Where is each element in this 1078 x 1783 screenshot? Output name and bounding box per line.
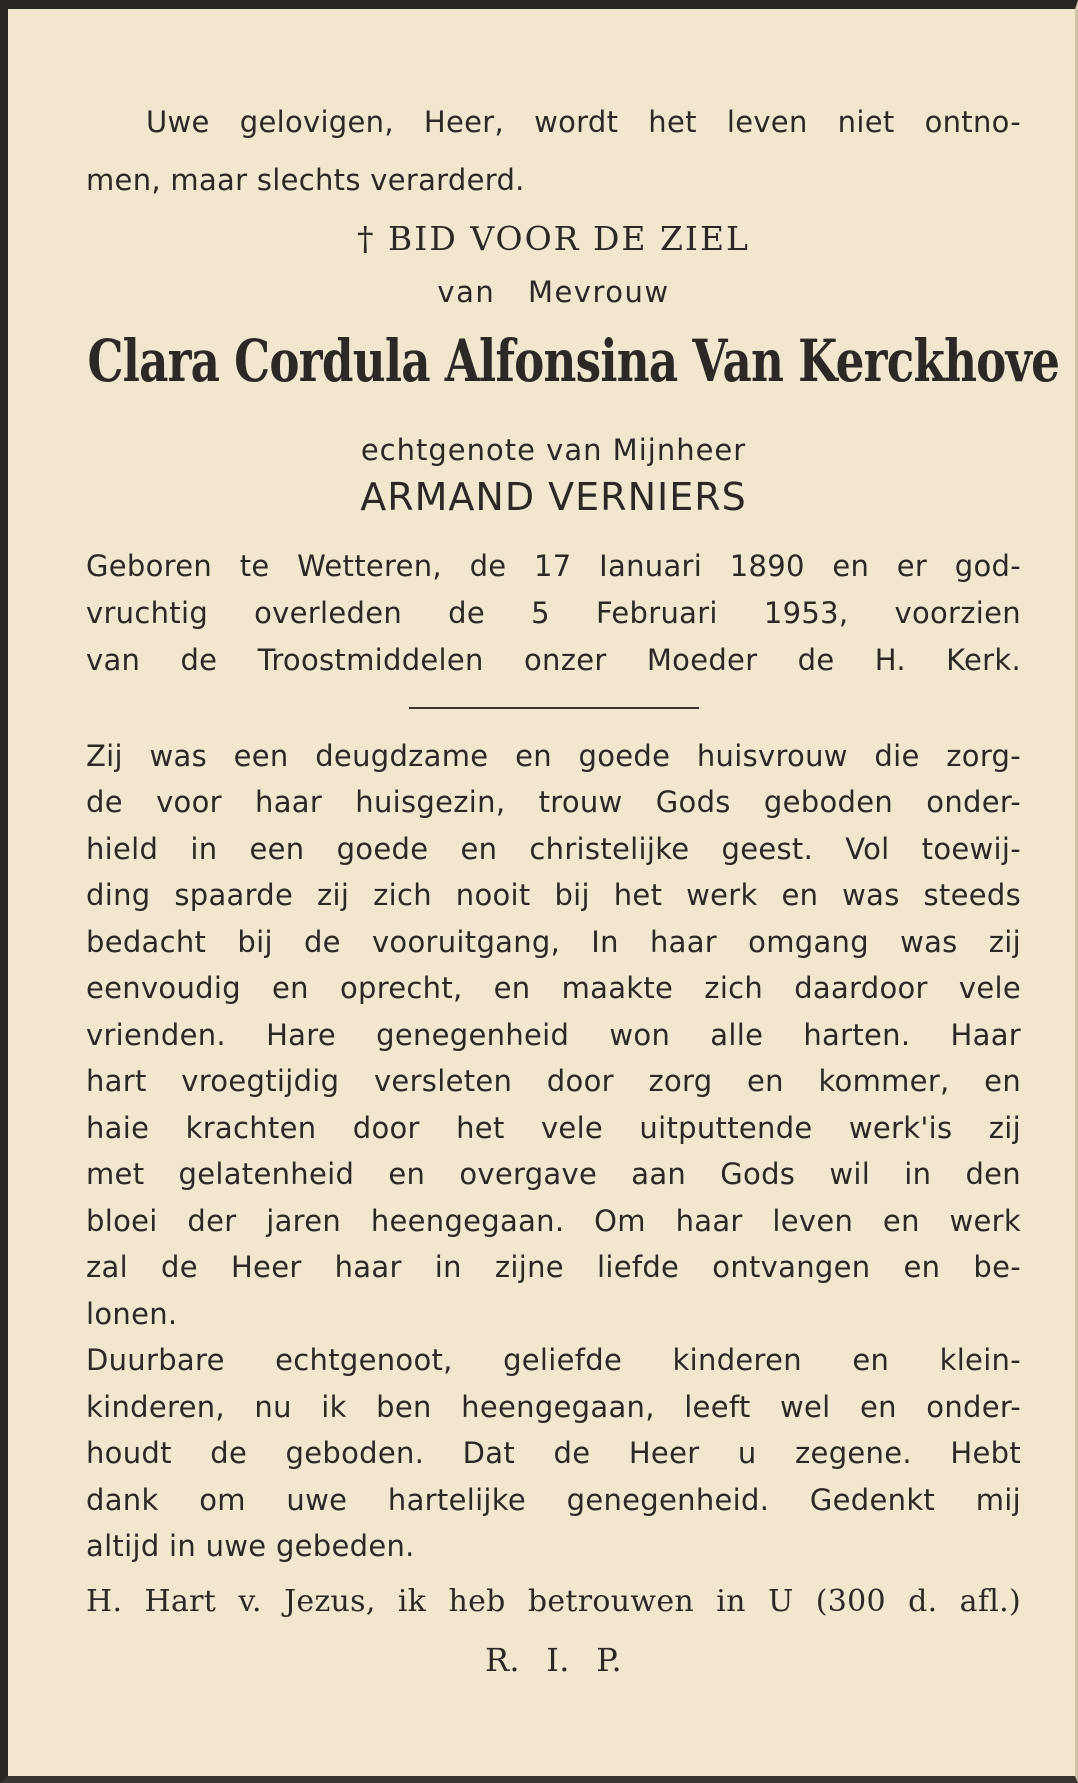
pray-heading [86,219,1021,258]
birth-line: Geboren te Wetteren, de 17 Ianuari 1890 en er god- [86,549,1021,583]
birth-line: vruchtig overleden de 5 Februari 1953, voorzien [86,596,1021,630]
body-line: haie krachten door het vele uitputtende werk'is zij [86,1111,1021,1145]
of-mrs: van Mevrouw [437,275,670,309]
body-line: lonen. [86,1297,178,1331]
body-line: eenvoudig en oprecht, en maakte zich daardoor vele [86,971,1021,1005]
epigraph-line-2: men, maar slechts verarderd. [86,163,525,197]
cross-icon: † [357,219,376,258]
body-line: hield in een goede en christelijke geest. Vol toewij- [86,832,1021,866]
body-line: dank om uwe hartelijke genegenheid. Gedenkt mij [86,1483,1021,1517]
body-line: zal de Heer haar in zijne liefde ontvangen en be- [86,1250,1021,1284]
rip: R. I. P. [484,1641,623,1679]
body-line: altijd in uwe gebeden. [86,1529,415,1563]
body-line: bloei der jaren heengegaan. Om haar leven en werk [86,1204,1021,1238]
pray-text: BID VOOR DE ZIEL [388,219,750,258]
body-line: ding spaarde zij zich nooit bij het werk en was steeds [86,878,1021,912]
birth-line: van de Troostmiddelen onzer Moeder de H. Kerk. [86,643,1021,677]
body-line: de voor haar huisgezin, trouw Gods geboden onder- [86,785,1021,819]
indulgence-prayer: H. Hart v. Jezus, ik heb betrouwen in U (300 d. afl.) [86,1584,1021,1619]
body-line: vrienden. Hare genegenheid won alle harten. Haar [86,1018,1021,1052]
body-line: met gelatenheid en overgave aan Gods wil in den [86,1157,1021,1191]
epigraph-line-1: Uwe gelovigen, Heer, wordt het leven niet ontno- [146,105,1021,139]
deceased-name: Clara Cordula Alfonsina Van Kerckhove [87,327,1060,395]
spouse-intro: echtgenote van Mijnheer [360,433,747,467]
body-line: hart vroegtijdig versleten door zorg en kommer, en [86,1064,1021,1098]
body-line: houdt de geboden. Dat de Heer u zegene. Hebt [86,1436,1021,1470]
body-line: Zij was een deugdzame en goede huisvrouw die zorg- [86,739,1021,773]
body-line: Duurbare echtgenoot, geliefde kinderen en klein- [86,1343,1021,1377]
body-line: kinderen, nu ik ben heengegaan, leeft wel en onder- [86,1390,1021,1424]
spouse-name: ARMAND VERNIERS [360,475,747,519]
divider [409,707,699,709]
body-line: bedacht bij de vooruitgang, In haar omgang was zij [86,925,1021,959]
